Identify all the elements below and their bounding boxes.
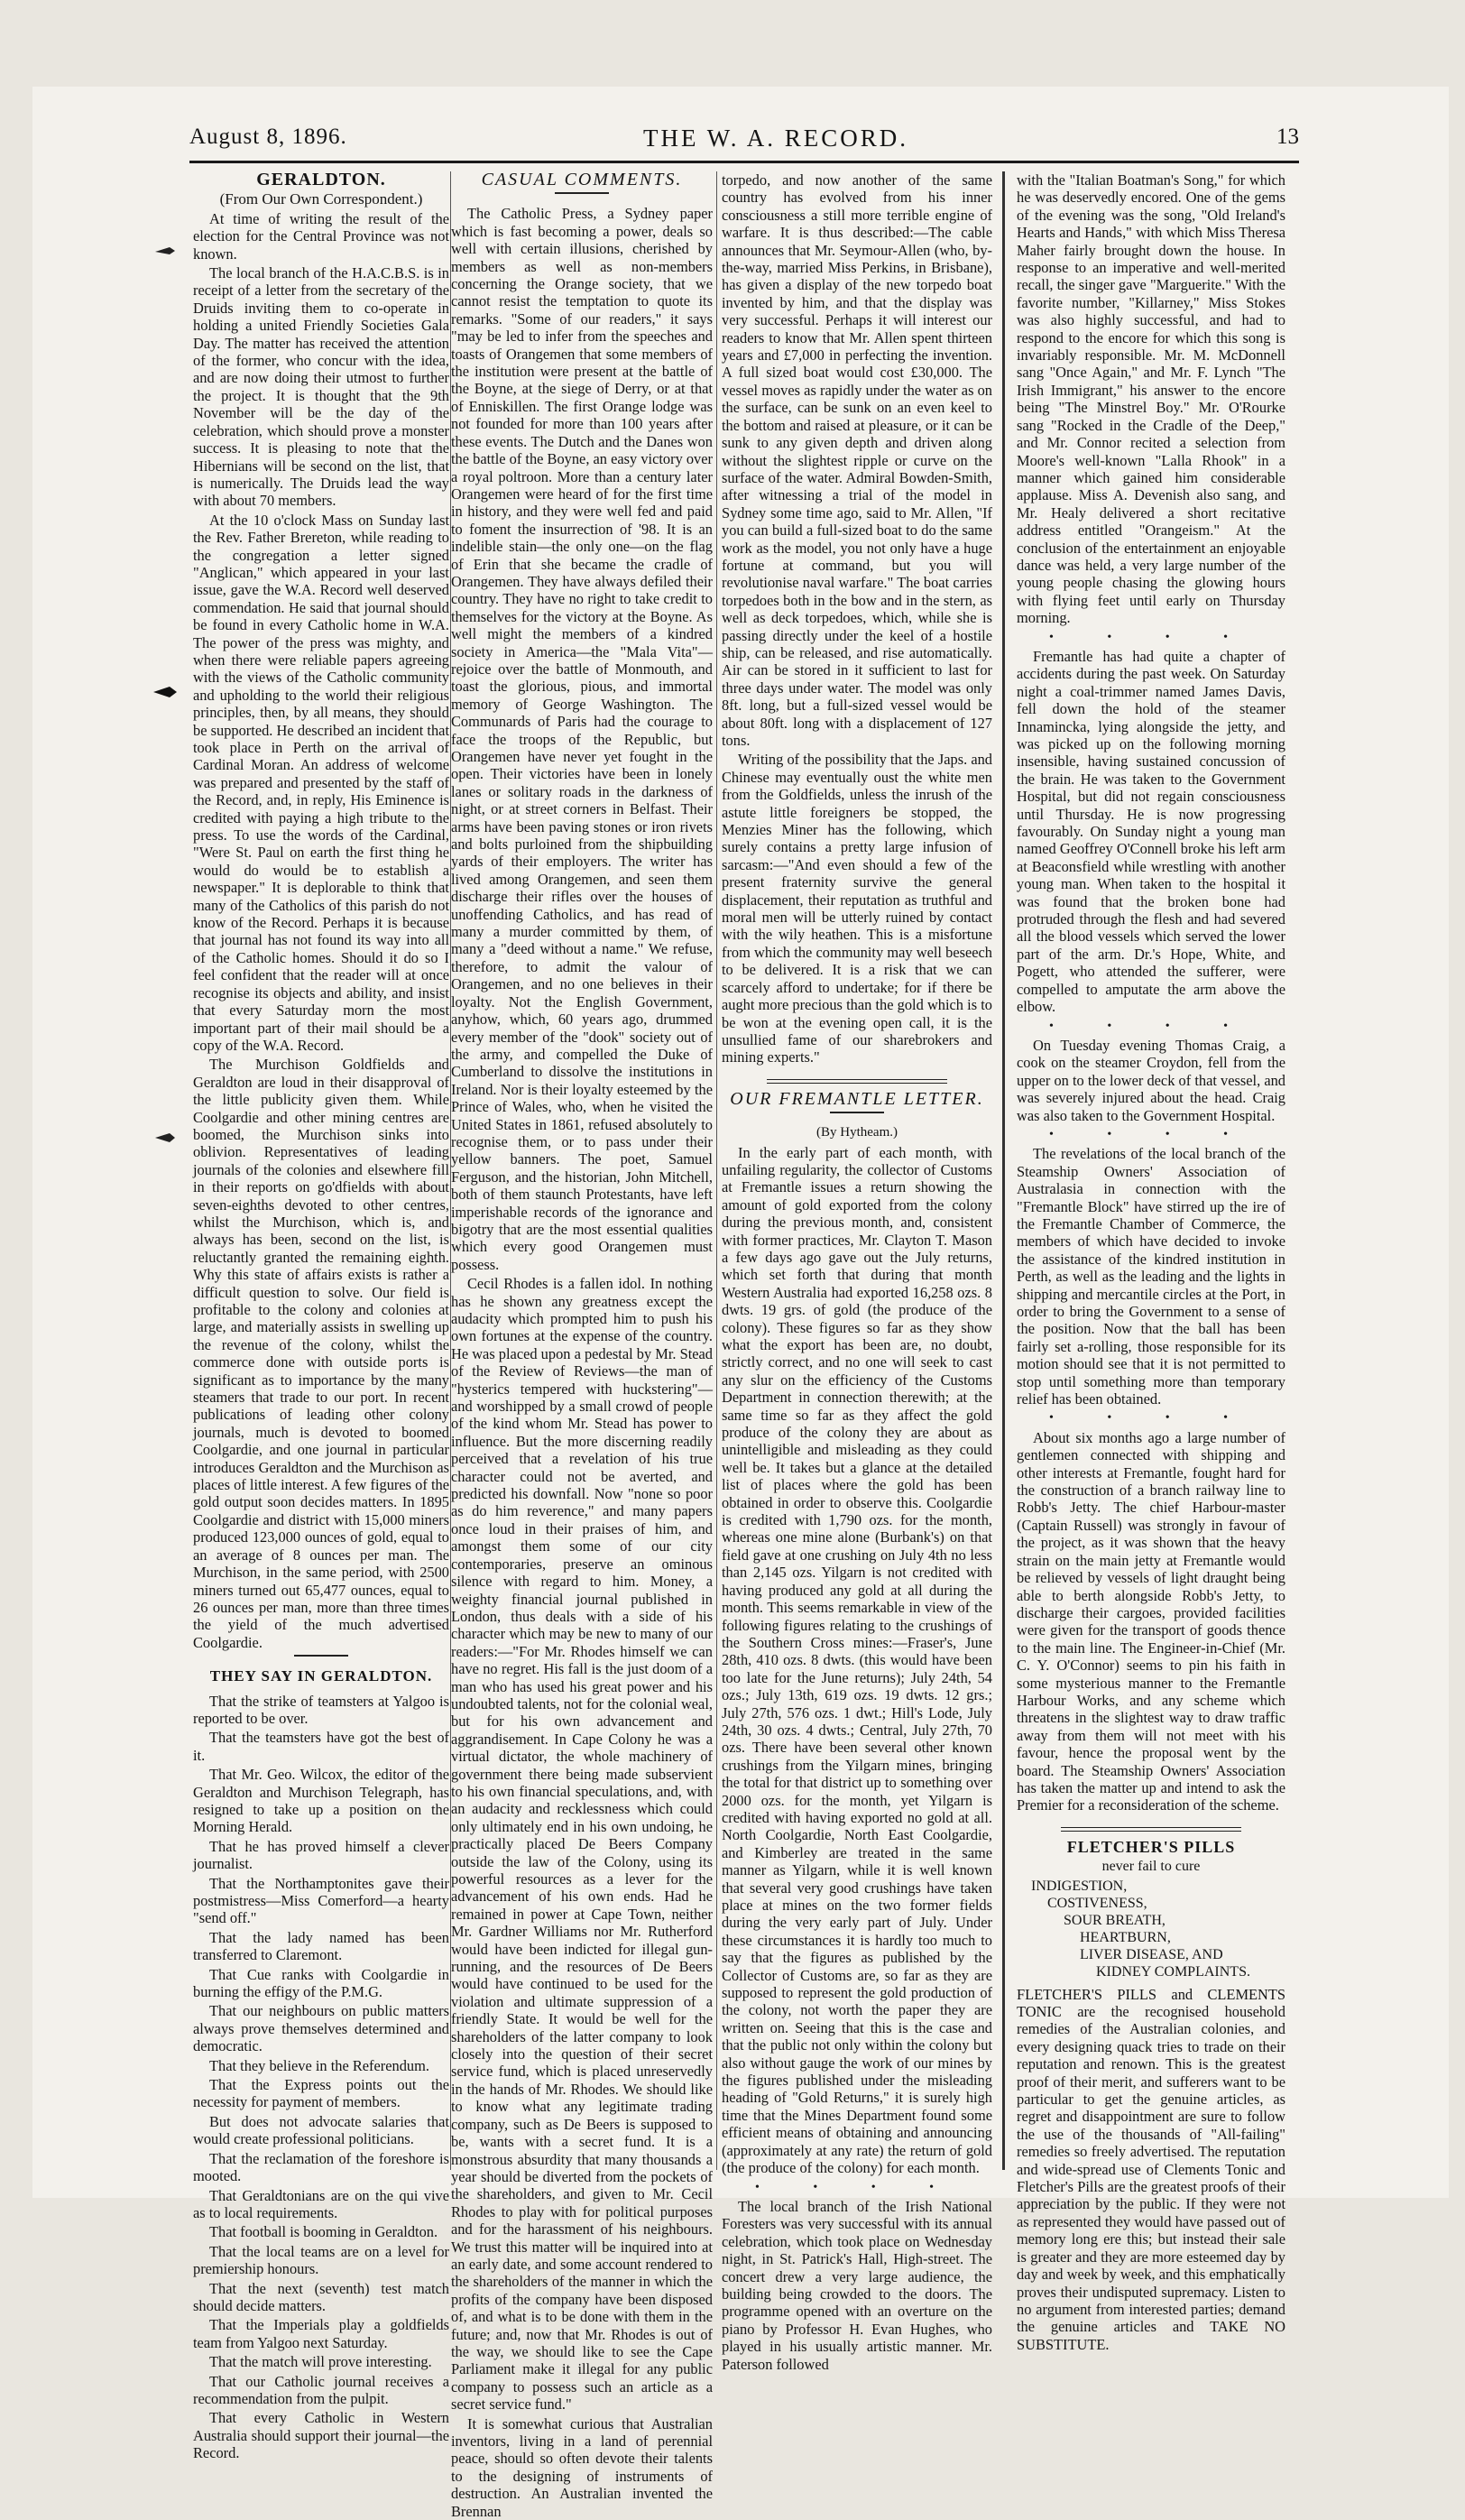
section-separator: • • • • [1048,1019,1254,1033]
list-item: That the Express points out the necessity for payment of members. [193,2076,449,2111]
list-item: That they believe in the Referendum. [209,2056,429,2074]
article-heading: CASUAL COMMENTS. [481,170,683,189]
paragraph: It is somewhat curious that Australian inventors, living in a land of perennial peace, should so often devote their talents to the designing of instruments of destruction. An Australian invented the Brennan [451,2414,713,2520]
page-number: 13 [1276,125,1299,149]
list-item: That football is booming in Geraldton. [209,2223,438,2241]
column-geraldton [193,170,449,2462]
issue-date: August 8, 1896. [189,125,347,149]
section-separator: • • • • [754,2180,960,2194]
section-rule [1061,1827,1241,1832]
advertisement-subtitle: never fail to cure [1101,1859,1201,1875]
column-fremantle-letter [722,171,992,2373]
list-item: COSTIVENESS, [1047,1895,1147,1911]
section-rule [294,1655,348,1657]
paragraph: Cecil Rhodes is a fallen idol. In nothing has he shown any greatness except the audacity which prompted him to push his own fortunes at the expense of the country. He was placed upon a pedestal by Mr. Stead of the Review of Reviews—the man of "hysterics tempered with huckstering"—and worshipped by a small crowd of people of the kind whom Mr. Stead has power to influence. But the more discerning readily perceived that a revelation of his true character could not be averted, and predicted his downfall. Now "none so poor as do him reverence," and many papers once loud in their praises of him, and amongst them some of our city contemporaries, preserve an ominous silence with regard to him. Money, a weighty financial journal published in London, thus deals with a side of his character which may be new to many of our readers:—"For Mr. Rhodes himself we can have no regret. His fall is the just doom of a man who has used his great power and his undoubted talents, not for the colonial weal, but for his own advancement and aggrandisement. In Cape Colony he was a virtual dictator, the whole machinery of government there being made subservient to his own financial speculations, and, with an audacity and recklessness which could only ultimately end in his own undoing, he practically placed De Beers Company outside the law of the Colony, using its powerful resources as a lever for the advancement of his own ends. Had he remained in power at Cape Town, neither Mr. Gardner Williams nor Mr. Rutherford would have been indicted for illegal gun-running, and the resources of De Beers would have continued to be used for the violation and ultimate suppression of a friendly State. It would be well for the shareholders of the latter company to look closely into the question of their secret service fund, which is placed unreservedly in the hands of Mr. Rhodes. We should like to know what any legitimate trading company, such as De Beers is supposed to be, wants with a secret fund. It is a monstrous absurdity that many thousands a year should be diverted from the pockets of the shareholders, and given to Mr. Cecil Rhodes to play with for political purposes and for the harassment of his neighbours. We trust this matter will be inquired into at an early date, and some account rendered to the shareholders of the manner in which the profits of the company have been disposed of, and what is to be done with them in the future; and, now that Mr. Rhodes is out of the way, we should like to see the Cape Parliament make it illegal for any public company to possess such an article as a secret service fund." [451,1275,713,2414]
paragraph: At time of writing the result of the election for the Central Province was not known. [193,209,449,263]
list-item: LIVER DISEASE, AND [1080,1946,1223,1962]
advertisement-title: FLETCHER'S PILLS [1066,1837,1236,1856]
list-item: But does not advocate salaries that would create professional politicians. [193,2112,449,2148]
article-heading: OUR FREMANTLE LETTER. [730,1088,984,1109]
list-item: That the Northamptonites gave their postmistress—Miss Comerford—a hearty "send off." [193,1874,449,1927]
section-separator: • • • • [1048,1127,1254,1141]
masthead [189,125,1299,155]
masthead-rule [189,161,1299,163]
list-item: That Cue ranks with Coolgardie in burning the effigy of the P.M.G. [193,1965,449,2001]
list-item: That the next (seventh) test match should decide matters. [193,2279,449,2314]
column-divider [716,171,717,2170]
paragraph: At the 10 o'clock Mass on Sunday last the Rev. Father Brereton, while reading to the congregation a letter signed "Anglican," which appeared in your last issue, gave the W.A. Record well deserved commendation. He said that journal should be found in every Catholic home in W.A. The power of the press was mighty, and when there were reliable papers agreeing with the views of the Catholic community and upholding to the world their religious principles, then, by all means, they should be supported. He described an incident that took place in Perth on the arrival of Cardinal Moran. An address of welcome was prepared and presented by the staff of the Record, and, in reply, His Eminence is credited with paying a high tribute to the press. To use the words of the Cardinal, "Were St. Paul on earth the first thing he would do would be to establish a newspaper." It is deplorable to think that many of the Catholics of this parish do not know of the Record. Perhaps it is because that journal has not found its way into all of the Catholic homes. Should it do so I feel confident that the reader will at once recognise its objects and ability, and insist that every Saturday morn the most important part of their mail should be a copy of the W.A. Record. [193,511,449,1054]
list-item: That the lady named has been transferred to Claremont. [193,1928,449,1964]
list-item: That the Imperials play a goldfields team from Yalgoo next Saturday. [193,2316,449,2351]
list-item: INDIGESTION, [1031,1878,1128,1894]
section-rule [830,1112,884,1113]
advertisement-body: FLETCHER'S PILLS and CLEMENTS TONIC are the recognised household remedies of the Australian colonies, and every designing quack tries to trade on their reputation and renown. This is the greatest proof of their merit, and sufferers want to be particular to get the genuine articles, as regret and disappointment are sure to follow the use of the thousands of "All-failing" remedies so freely advertised. The reputation and wide-spread use of Clements Tonic and Fletcher's Pills are the greatest proofs of their appreciation by the public. If they were not as represented they would have passed out of memory long ere this; but instead their sale is greater and they are more esteemed day by day and week by week, and this emphatically proves their undisputed supremacy. Listen to no argument from interested parties; demand the genuine articles and TAKE NO SUBSTITUTE. [1017,1985,1285,2353]
list-item: That Mr. Geo. Wilcox, the editor of the Geraldton and Murchison Telegraph, has resigned to take up a position on the Morning Herald. [193,1766,449,1836]
list-item: That the local teams are on a level for premiership honours. [193,2242,449,2278]
list-item: That our neighbours on public matters always prove themselves determined and democratic. [193,2002,449,2055]
column-fremantle-continued [1017,171,1285,2353]
article-byline: (By Hytheam.) [816,1125,898,1140]
binding-pin-icon [155,1132,173,1143]
section-rule [555,192,609,194]
list-item: That the teamsters have got the best of it. [193,1729,449,1764]
paragraph: torpedo, and now another of the same country has evolved from his inner consciousness a still more terrible engine of warfare. It is thus described:—The cable announces that Mr. Seymour-Allen (who, by-the-way, married Miss Perkins, in Brisbane), has given a display of the new torpedo boat invented by him, and that the display was very successful. Perhaps it will interest our readers to know that Mr. Allen spent thirteen years and £7,000 in perfecting the invention. A full sized boat would cost £30,000. The vessel moves as rapidly under the water as on the surface, can be sunk on an even keel to the bottom and raised at pleasure, or it can be sunk to any given depth and driven along without the slightest ripple or curve on the surface of the water. Admiral Bowden-Smith, after witnessing a trial of the model in Sydney some time ago, said to Mr. Allen, "If you can build a full-sized boat to do the same work as the model, you not only have a huge fortune at command, but you will revolutionise naval warfare." The boat carries torpedoes both in the bow and in the stern, as well as deck torpedoes, which, while she is passing directly under the keel of a hostile ship, can be released, and rise automatically. Air can be stored in it sufficient to last for three days under water. The model was only 8ft. long, but a full-sized vessel would be about 80ft. long with a displacement of 127 tons. [722,171,992,749]
binding-pin-icon [155,245,173,256]
list-item: That the reclamation of the foreshore is mooted. [193,2149,449,2185]
paragraph: The Murchison Goldfields and Geraldton are loud in their disapproval of the little publicity given them. While Coolgardie and other mining centres are boomed, the Murchison sinks into oblivion. Representatives of leading journals of the colonies and elsewhere fill in their reports on go'dfields with about seven-eighths devoted to other centres, whilst the Murchison, which is, and always has been, second on the list, is reluctantly granted the remaining eighth. Why this state of affairs exists is rather a difficult question to solve. Our field is profitable to the colony and colonies at large, and materially assists in swelling up the revenue of the colony, whilst the commerce done with outside ports is significant as to importance by the many steamers that trade to our port. In recent publications of leading other colony journals, much is devoted to boomed Coolgardie, and one journal in particular introduces Geraldton and the Murchison as places of little interest. A few figures of the gold output soon decides matters. In 1895 Coolgardie and district with 15,000 miners produced 123,000 ounces of gold, equal to an average of 8 ounces per man. The Murchison, in the same period, with 2500 miners turned out 65,477 ounces, equal to 26 ounces per man, more than three times the yield of the much advertised Coolgardie. [193,1056,449,1651]
column-divider [1002,171,1005,2170]
paragraph: Writing of the possibility that the Japs. and Chinese may eventually oust the white men from the Goldfields, unless the inrush of the astute little foreigners be stopped, the Menzies Miner has the following, which surely contains a pretty large infusion of sarcasm:—"And even should a few of the present fraternity survive the general displacement, their reputation as truthful and moral men will be utterly ruined by contact with the wily heathen. This is a misfortune from which the community may well beseech to be delivered. It is a risk that we can scarcely afford to undertake; for if there be aught more precious than the gold which is to be won at the evening open call, it is the unsullied fame of our sharebrokers and mining experts." [722,751,992,1066]
list-item: That the match will prove interesting. [209,2353,432,2371]
paragraph: The Catholic Press, a Sydney paper which is fast becoming a power, deals so well with certain illusions, cherished by members as well as non-members concerning the Orange society, that we cannot resist the temptation to quote its remarks. "Some of our readers," it says "may be led to infer from the speeches and toasts of Orangemen that some members of the institution were present at the battle of the Boyne, at the siege of Derry, or at that of Enniskillen. The first Orange lodge was not founded for more than 100 years after these events. The Dutch and the Danes won the battle of the Boyne, an easy victory over a royal poltroon. More than a century later Orangemen were heard of for the first time in history, and they were well fed and paid to foment the insurrection of '98. It is an indelible stain—the only one—on the flag of Erin that she became the cradle of Orangemen. They have always defiled their country. They have no right to take credit to themselves for the victory at the Boyne. As well might the members of a kindred society in America—the "Mala Vita"—rejoice over the battle of Monmouth, and toast the glorious, pious, and immortal memory of George Washington. The Communards of Paris had the courage to face the troops of the Republic, but Orangemen have never yet fought in the open. Their victories have been in lonely lanes or solitary roads in the darkness of night, or at street corners in Belfast. Their arms have been paving stones or iron rivets and bolts purloined from the shipbuilding yards of their employers. The writer has lived among Orangemen, and seen them discharge their rifles over the houses of unoffending Catholics, and has read of many a murder committed by them, of many a "deed without a name." We refuse, therefore, to admit the valour of Orangemen, and no one believes in their loyalty. Not the English Government, anyhow, which, 60 years ago, drummed every member of the "dook" society out of the army, and compelled the Duke of Cumberland to dissolve the institutions in Ireland. Nor is their loyalty esteemed by the Prince of Wales, who, when he visited the United States in 1861, refused absolutely to recognise them, or to pass under their yellow banners. The poet, Samuel Ferguson, and the historian, John Mitchell, both of them staunch Protestants, have left imperishable records of the ignorance and bigotry that are the most essential qualities which every good Orangemen must possess. [451,205,713,1273]
advertisement-list [1031,1878,1285,1980]
list-item: That he has proved himself a clever journalist. [193,1837,449,1873]
paragraph: On Tuesday evening Thomas Craig, a cook on the steamer Croydon, fell from the upper on to the lower deck of that vessel, and was severely injured about the head. Craig was also taken to the Government Hospital. [1017,1036,1285,1124]
list-item: That our Catholic journal receives a recommendation from the pulpit. [193,2372,449,2407]
list-item: HEARTBURN, [1080,1929,1171,1945]
section-separator: • • • • [1048,630,1254,644]
paragraph: About six months ago a large number of gentlemen connected with shipping and other interests at Fremantle, fought hard for the construction of a branch railway line to Robb's Jetty. The chief Harbour-master (Captain Russell) was strongly in favour of the project, as it was shown that the heavy strain on the main jetty at Fremantle would be relieved by vessels of light draught being able to berth alongside Robb's Jetty, to discharge their cargoes, provided facilities were given for the transport of goods thence to the main line. The Engineer-in-Chief (Mr. C. Y. O'Connor) seems to pin his faith in some mysterious manner to the Fremantle Harbour Works, and any scheme which threatens in the slightest way to draw traffic away from them will not meet with his favour, hence the proposal went by the board. The Steamship Owners' Association has taken the matter up and intend to ask the Premier for a reconsideration of the scheme. [1017,1428,1285,1814]
paragraph: The local branch of the Irish National Foresters was very successful with its annual celebration, which took place on Wednesday night, in St. Patrick's Hall, High-street. The concert drew a very large audience, the building being crowded to the doors. The programme opened with an overture on the piano by Professor H. Evan Hughes, who played in his usually artistic manner. Mr. Paterson followed [722,2197,992,2373]
list-item: That every Catholic in Western Australia should support their journal—the Record. [193,2409,449,2462]
paragraph: Fremantle has had quite a chapter of accidents during the past week. On Saturday night a coal-trimmer named James Davis, fell down the hold of the steamer Innamincka, lying alongside the jetty, and was picked up on the following morning insensible, having sustained concussion of the brain. He was taken to the Government Hospital, but did not regain consciousness until Thursday. He is now progressing favourably. On Sunday night a young man named Geoffrey O'Connell broke his left arm at Beaconsfield while wrestling with another young man. When taken to the hospital it was found that the broken bone had protruded through the flesh and had severed all the blood vessels which served the lower part of the arm. Dr.'s Hope, White, and Pogett, who attended the sufferer, were compelled to amputate the arm above the elbow. [1017,647,1285,1016]
binding-pin-icon [153,686,171,697]
list-item: SOUR BREATH, [1064,1912,1166,1928]
paragraph: The local branch of the H.A.C.B.S. is in receipt of a letter from the secretary of the Druids inviting them to co-operate in holding a united Friendly Societies Gala Day. The matter has received the attention of the former, who concur with the idea, and are now doing their utmost to further the project. It is thought that the 9th November will be the day of the celebration, which should prove a monster success. It is pleasing to note that the Hibernians will be second on the list, that is numerically. The Druids lead the way with about 70 members. [193,264,449,510]
list-item: That Geraldtonians are on the qui vive as to local requirements. [193,2186,449,2221]
paragraph: In the early part of each month, with unfailing regularity, the collector of Customs at Fremantle issues a return showing the amount of gold exported from the colony during the previous month, and, consistent with former practices, Mr. Clayton T. Mason a few days ago gave out the July returns, which set forth that during that month Western Australia had exported 16,258 ozs. 8 dwts. 19 grs. of gold (the produce of the colony). These figures so far as they show what the export has been are, no doubt, strictly correct, and no one will seek to cast any slur on the efficiency of the Customs Department in connection therewith; at the same time so far as they affect the gold produce of the colony they are about as unintelligible and misleading as they could well be. It takes but a glance at the detailed list of places where the gold has been obtained in order to observe this. Coolgardie is credited with 1,790 ozs. for the month, whereas one mine alone (Burbank's) on that field gave at one crushing on July 4th no less than 2,145 ozs. Yilgarn is not credited with having produced any gold at all during the month. This seems remarkable in view of the following figures relating to the crushings of the Southern Cross mines:—Fraser's, June 28th, 410 ozs. 8 dwts. (this would have been too late for the June returns); July 24th, 54 ozs.; July 13th, 619 ozs. 19 dwts. 12 grs.; July 27th, 576 ozs. 1 dwt.; Hill's Lode, July 24th, 30 ozs. 4 dwts.; Central, July 27th, 70 ozs. There have been several other known crushings from the Yilgarn mines, bringing the total for that district up to something over 2000 ozs. for the month, yet Yilgarn is credited with having exported no gold at all. North Coolgardie, North East Coolgardie, and Kimberley are treated in the same manner as Yilgarn, while it is well known that several very good crushings have taken place at mines on the two former fields during the very early part of July. Under these circumstances it is hardly too much to say that the figures as published by the Collector of Customs are, so far as they are supposed to represent the gold production of the colony, not worth the paper they are written on. Seeing that this is the case and that the public not only within the colony but also without gauge the work of our mines by the figures published under the misleading heading of "Gold Returns," it is surely high time that the Mines Department found some efficient means of obtaining and announcing (approximately at any rate) the return of gold (the produce of the colony) for each month. [722,1143,992,2177]
section-rule [767,1079,947,1084]
section-separator: • • • • [1048,1411,1254,1426]
article-heading: THEY SAY IN GERALDTON. [209,1667,433,1685]
paragraph: The revelations of the local branch of the Steamship Owners' Association of Australasia in connection with the "Fremantle Block" have stirred up the ire of the Fremantle Chamber of Commerce, the members of which have decided to invoke the assistance of the kindred institution in Perth, as well as the leading and the lights in shipping and mercantile circles at the Port, in order to bring the Government to a sense of the position. Now that the ball has been fairly set a-rolling, those responsible for its motion should see that it is not permitted to stop until something more than temporary relief has been obtained. [1017,1145,1285,1408]
list-item: That the strike of teamsters at Yalgoo is reported to be over. [193,1692,449,1727]
list-item: KIDNEY COMPLAINTS. [1096,1963,1250,1980]
column-casual-comments [451,170,713,2520]
newspaper-title: THE W. A. RECORD. [642,125,909,152]
article-heading: GERALDTON. [256,170,386,189]
article-subheading: (From Our Own Correspondent.) [219,190,423,208]
paragraph: with the "Italian Boatman's Song," for which he was deservedly encored. One of the gems of the evening was the song, "Old Ireland's Hearts and Hands," with which Miss Theresa Maher fairly brought down the house. In response to an imperative and well-merited recall, the singer gave "Marguerite." With the favorite number, "Killarney," Miss Stokes was also highly successful, and had to respond to the encore for which this song is invariably responsible. Mr. M. McDonnell sang "Once Again," and Mr. F. Lynch "The Irish Immigrant," his answer to the encore being "The Minstrel Boy." Mr. O'Rourke sang "Rocked in the Cradle of the Deep," and Mr. Connor recited a selection from Moore's well-known "Lalla Rhook" in a manner which gained him considerable applause. Miss A. Devenish also sang, and Mr. Healy delivered a short recitative address entitled "Orangeism." At the conclusion of the entertainment an enjoyable dance was held, a very large number of the young people chasing the glowing hours with flying feet until early on Thursday morning. [1017,171,1285,627]
